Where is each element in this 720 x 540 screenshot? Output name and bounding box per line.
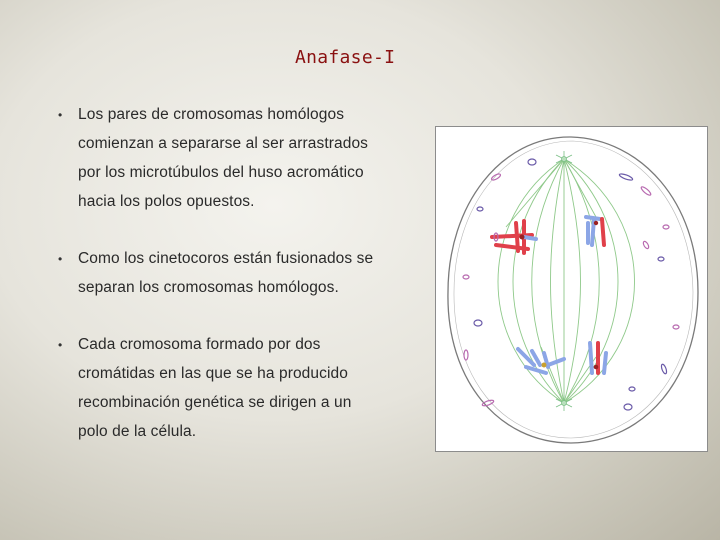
bullet-1-line-3: por los microtúbulos del huso acromático xyxy=(78,164,364,181)
spindle-fibres xyxy=(498,159,635,403)
bullet-marker: • xyxy=(58,252,63,266)
bullet-1-line-1: Los pares de cromosomas homólogos xyxy=(78,106,345,123)
bullet-1-line-4: hacia los polos opuestos. xyxy=(78,193,255,210)
anaphase-cell-illustration xyxy=(435,126,708,452)
chromosome-pair-upper-right xyxy=(586,217,604,245)
chromosome-pair-lower-left xyxy=(518,349,564,373)
bullet-3-line-2: cromátidas en las que se ha producido xyxy=(78,365,348,382)
bullet-2-line-2: separan los cromosomas homólogos. xyxy=(78,279,339,296)
slide-title: Anafase-I xyxy=(295,47,396,68)
bullet-2-line-1: Como los cinetocoros están fusionados se xyxy=(78,250,374,267)
cell-drawing xyxy=(436,127,707,451)
bullet-3-line-1: Cada cromosoma formado por dos xyxy=(78,336,321,353)
bullet-3-line-4: polo de la célula. xyxy=(78,423,197,440)
bullet-marker: • xyxy=(58,108,63,122)
bullet-3-line-3: recombinación genética se dirigen a un xyxy=(78,394,352,411)
chromosome-pair-lower-right xyxy=(590,343,606,373)
bullet-marker: • xyxy=(58,338,63,352)
bullet-1-line-2: comienzan a separarse al ser arrastrados xyxy=(78,135,369,152)
chromosome-pair-upper-left xyxy=(492,221,536,253)
